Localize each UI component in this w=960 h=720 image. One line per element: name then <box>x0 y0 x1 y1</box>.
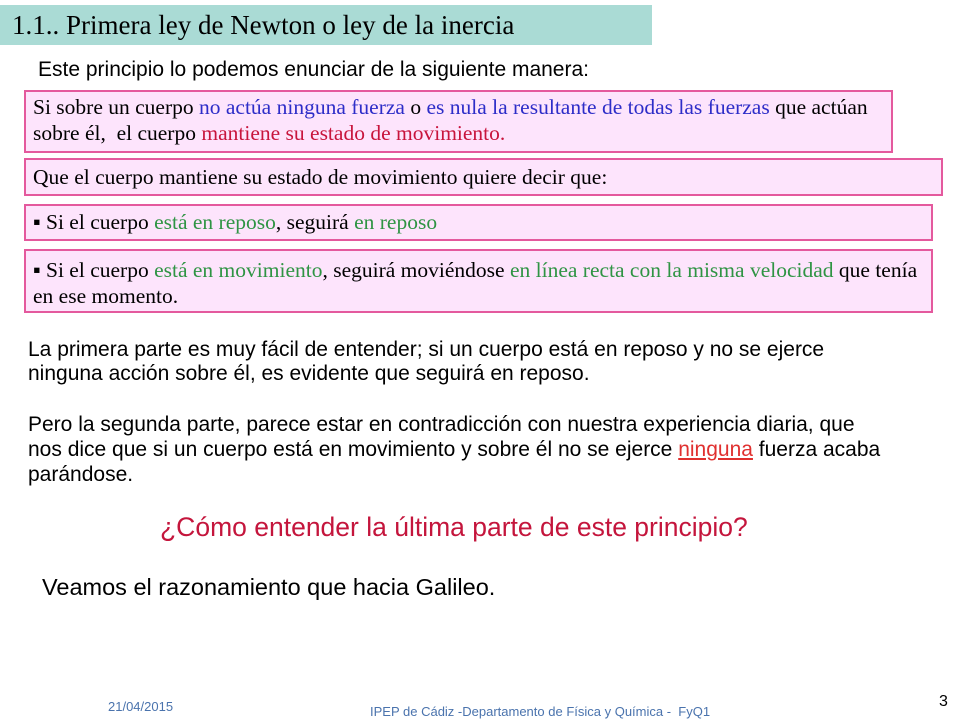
rest-case-text: ▪ Si el cuerpo <box>33 210 155 234</box>
rest-case-text: , seguirá <box>275 210 355 234</box>
meaning-box <box>24 158 943 196</box>
principle-text: que actúan <box>769 95 868 119</box>
emphasis-straight-line: en línea recta con la misma velocidad <box>509 258 834 282</box>
principle-box <box>24 90 893 153</box>
motion-case-line-2: en ese momento. <box>33 284 179 308</box>
motion-case-line-1 <box>33 257 931 283</box>
principle-line-2 <box>33 120 891 146</box>
meaning-text: Que el cuerpo mantiene su estado de movimiento quiere decir que: <box>33 165 608 189</box>
paragraph-line <box>28 437 880 462</box>
motion-case-text: , seguirá moviéndose <box>322 258 510 282</box>
rest-case-box <box>24 204 933 241</box>
principle-text: sobre él, el cuerpo <box>33 121 202 145</box>
motion-case-text: que tenía <box>833 258 918 282</box>
principle-line-1 <box>33 94 891 120</box>
emphasis-stays-at-rest: en reposo <box>354 210 438 234</box>
paragraph-line: parándose. <box>28 463 134 486</box>
emphasis-in-motion: está en movimiento <box>154 258 323 282</box>
title-bar <box>0 5 652 45</box>
paragraph-line: ninguna acción sobre él, es evidente que seguirá en reposo. <box>28 362 590 385</box>
paragraph-line: La primera parte es muy fácil de entender; si un cuerpo está en reposo y no se ejerce <box>28 338 825 361</box>
motion-case-text: ▪ Si el cuerpo <box>33 258 155 282</box>
footer-source: IPEP de Cádiz -Departamento de Física y Química - FyQ1 <box>370 704 711 719</box>
page-number: 3 <box>939 693 948 710</box>
emphasis-at-rest: está en reposo <box>154 210 276 234</box>
emphasis-null-resultant: es nula la resultante de todas las fuerzas <box>426 95 770 119</box>
emphasis-keeps-state: mantiene su estado de movimiento. <box>201 121 506 145</box>
paragraph-line: Pero la segunda parte, parece estar en contradicción con nuestra experiencia diaria, que <box>28 413 855 436</box>
rest-case-line <box>33 209 931 235</box>
motion-case-box <box>24 249 933 313</box>
slide-title: 1.1.. Primera ley de Newton o ley de la inercia <box>12 10 515 40</box>
paragraph-text: fuerza acaba <box>752 438 881 461</box>
paragraph-first-part <box>28 338 824 386</box>
emphasis-no-force: no actúa ninguna fuerza <box>199 95 405 119</box>
principle-text: o <box>404 95 427 119</box>
emphasis-ninguna: ninguna <box>678 438 753 461</box>
paragraph-text: nos dice que si un cuerpo está en movimiento y sobre él no se ejerce <box>28 438 679 461</box>
footer-date: 21/04/2015 <box>108 699 174 714</box>
principle-text: Si sobre un cuerpo <box>33 95 199 119</box>
paragraph-second-part <box>28 412 880 487</box>
closing-text: Veamos el razonamiento que hacia Galileo. <box>42 574 496 600</box>
question-heading: ¿Cómo entender la última parte de este principio? <box>160 512 748 542</box>
intro-text: Este principio lo podemos enunciar de la siguiente manera: <box>38 58 589 81</box>
